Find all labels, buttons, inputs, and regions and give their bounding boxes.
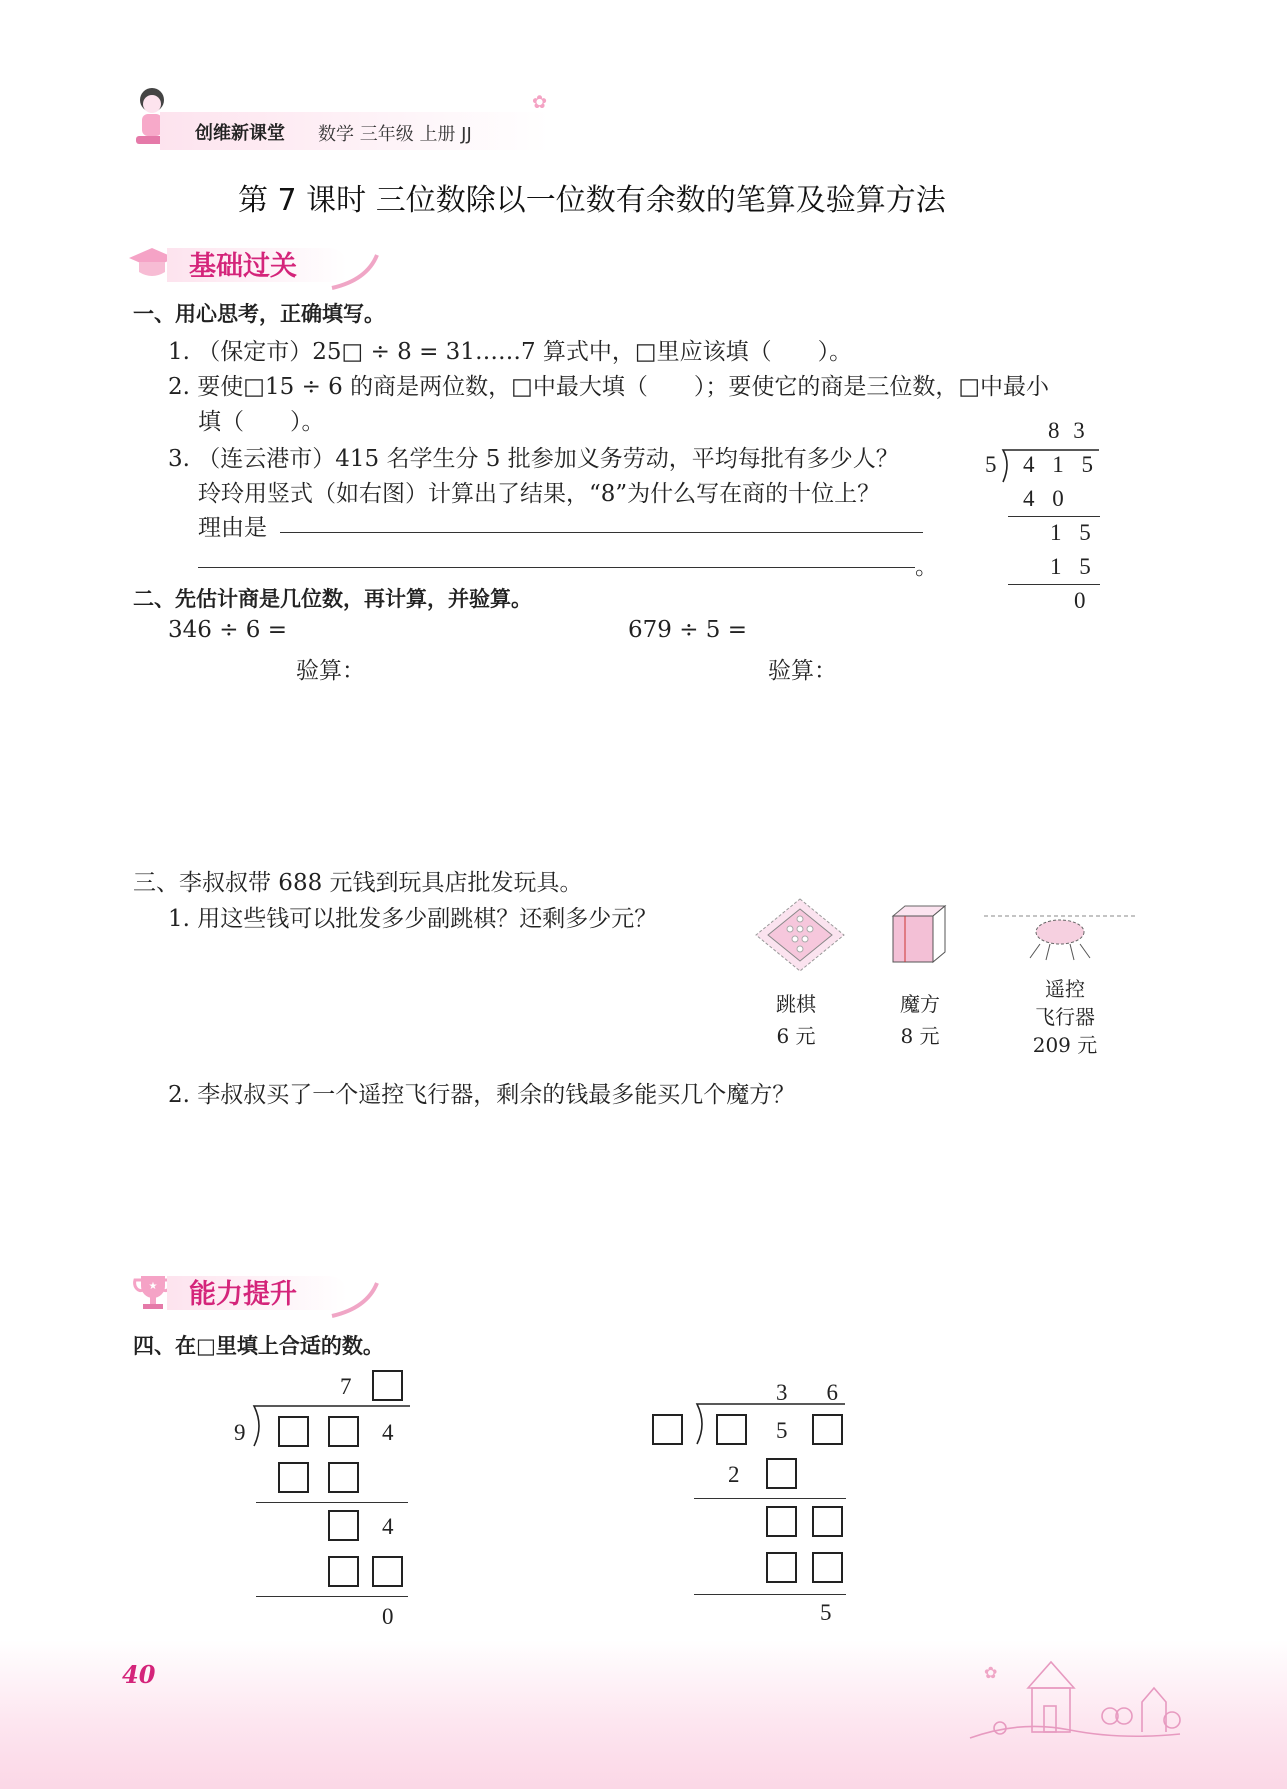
toy-cube-price: 8 元 [900,1024,940,1048]
q3-item1: 1. 用这些钱可以批发多少副跳棋？还剩多少元？ [168,906,658,932]
section-advanced-label: 能力提升 [189,1279,297,1310]
q1-item3-end: 。 [915,554,938,580]
header-brand: 创维新课堂 [195,123,285,144]
q4r-box-step1-2[interactable] [766,1458,797,1489]
answer-line-1[interactable] [280,532,923,533]
q4r-box-step2-1[interactable] [766,1506,797,1537]
q1-item3-reason-label: 理由是 [198,515,267,541]
q1-item2-line2: 填（ ）。 [198,409,325,435]
svg-text:★: ★ [148,1281,158,1292]
header-subject: 数学 三年级 上册 JJ [318,124,472,145]
q2-heading: 二、先估计商是几位数，再计算，并验算。 [133,587,532,611]
q4r-step1-first: 2 [728,1462,740,1487]
toy-checkers-name: 跳棋 [776,992,816,1016]
page-number: 40 [122,1660,156,1689]
chinese-checkers-icon [748,895,852,979]
q1-item3-line1: 3. （连云港市）415 名学生分 5 批参加义务劳动，平均每批有多少人？ [168,446,899,472]
q1-item2-line1: 2. 要使□15 ÷ 6 的商是两位数，□中最大填（ ）；要使它的商是三位数，□中最小 [168,374,1050,400]
q4l-box-dividend-1[interactable] [278,1416,309,1447]
q3-item2: 2. 李叔叔买了一个遥控飞行器，剩余的钱最多能买几个魔方？ [168,1082,796,1108]
castle-illustration [960,1650,1190,1744]
toy-cube-caption [880,990,960,1050]
q4l-dividend-last: 4 [382,1420,394,1445]
q4l-box-step2-1[interactable] [328,1510,359,1541]
div-step1: 4 0 [1023,486,1070,511]
page-title: 第 7 课时 三位数除以一位数有余数的笔算及验算方法 [238,183,946,218]
toy-checkers-caption [756,990,836,1050]
q4l-box-quotient[interactable] [372,1370,403,1401]
section-basic-label: 基础过关 [189,251,297,282]
rubiks-cube-icon [885,902,951,972]
div-step2: 1 5 [1050,520,1097,545]
q2-check1: 验算： [296,658,365,684]
q4r-box-divisor[interactable] [652,1414,683,1445]
svg-text:✿: ✿ [984,1663,998,1682]
section-advanced [127,1268,367,1312]
q4l-step2-last: 4 [382,1514,394,1539]
q4r-box-dividend-1[interactable] [716,1414,747,1445]
q4l-divisor: 9 [234,1420,246,1445]
div-divisor: 5 [985,452,997,477]
q4r-box-dividend-3[interactable] [812,1414,843,1445]
q4r-box-step2-2[interactable] [812,1506,843,1537]
q3-heading: 三、李叔叔带 688 元钱到玩具店批发玩具。 [133,870,583,896]
toy-cube-name: 魔方 [900,992,940,1016]
q4r-box-step3-1[interactable] [766,1552,797,1583]
div-quotient: 8 3 [1048,418,1089,443]
section-basic [127,240,367,284]
q2-check2: 验算： [768,658,837,684]
q4r-box-step3-2[interactable] [812,1552,843,1583]
toy-checkers-price: 6 元 [776,1024,816,1048]
q1-heading: 一、用心思考，正确填写。 [133,302,385,326]
q2-expr2: 679 ÷ 5 = [628,617,748,643]
q4r-remainder: 5 [820,1600,832,1625]
q4l-box-dividend-2[interactable] [328,1416,359,1447]
q4r-dividend-mid: 5 [776,1418,788,1443]
toy-aircraft-caption [1020,975,1110,1059]
q4l-box-step3-1[interactable] [328,1556,359,1587]
rc-aircraft-icon [980,904,1140,968]
q4l-box-step3-2[interactable] [372,1556,403,1587]
div-step3: 1 5 [1050,554,1097,579]
div-remainder: 0 [1074,588,1086,613]
q4l-box-step1-1[interactable] [278,1462,309,1493]
answer-line-2[interactable] [198,567,915,568]
q4r-quotient: 3 6 [776,1380,846,1405]
q4l-quotient-digit: 7 [340,1374,352,1399]
q4l-remainder: 0 [382,1604,394,1629]
flower-icon: ✿ [532,92,548,113]
q1-item1: 1. （保定市）25□ ÷ 8 = 31……7 算式中，□里应该填（ ）。 [168,339,853,365]
div-dividend: 4 1 5 [1023,452,1099,477]
q1-item3-line2: 玲玲用竖式（如右图）计算出了结果，“8”为什么写在商的十位上？ [198,481,881,507]
toy-aircraft-name-2: 飞行器 [1035,1005,1095,1029]
q4l-box-step1-2[interactable] [328,1462,359,1493]
toy-aircraft-name-1: 遥控 [1045,977,1085,1001]
q4-heading: 四、在□里填上合适的数。 [133,1334,384,1358]
toy-aircraft-price: 209 元 [1032,1033,1098,1057]
q2-expr1: 346 ÷ 6 = [168,617,288,643]
